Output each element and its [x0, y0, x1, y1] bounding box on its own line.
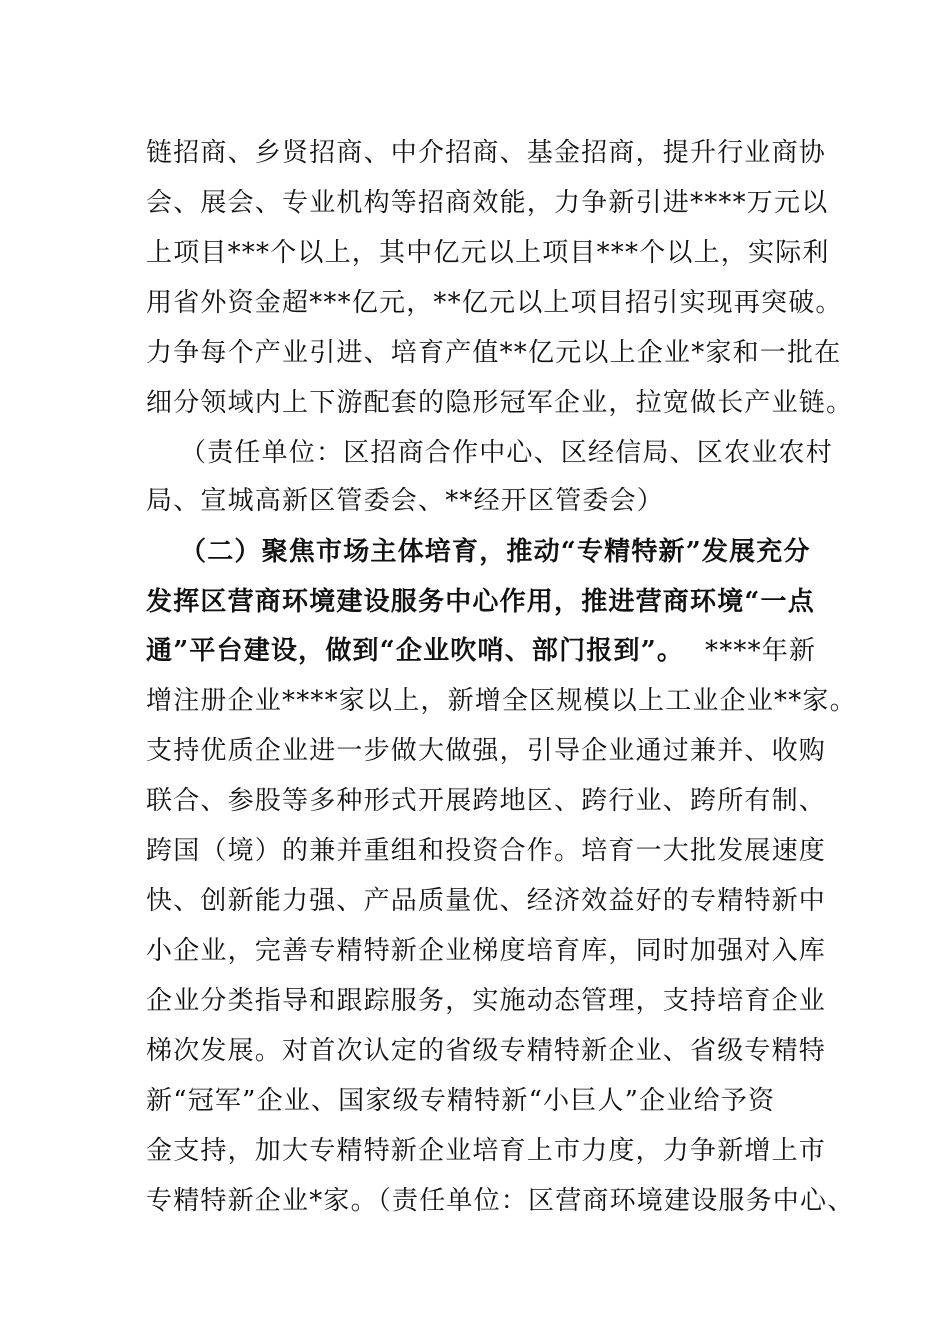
body-text-line: 上项目***个以上，其中亿元以上项目***个以上，实际利	[146, 238, 830, 268]
body-text-line: 新“冠军”企业、国家级专精特新“小巨人”企业给予资	[146, 1086, 776, 1116]
body-text-line: 增注册企业****家以上，新增全区规模以上工业企业**家。	[146, 686, 857, 716]
body-text-line: 支持优质企业进一步做大做强，引导企业通过兼并、收购	[146, 736, 827, 766]
body-text-line: ****年新	[705, 636, 817, 666]
section-heading-line: 发挥区营商环境建设服务中心作用，推进营商环境“一点	[146, 587, 815, 617]
body-text-line: 梯次发展。对首次认定的省级专精特新企业、省级专精特	[146, 1036, 827, 1066]
section-heading-line: （二）聚焦市场主体培育，推动“专精特新”发展充分	[180, 537, 811, 567]
body-text-line: 用省外资金超***亿元，**亿元以上项目招引实现再突破。	[146, 288, 843, 318]
body-text-line: 力争每个产业引进、培育产值**亿元以上企业*家和一批在	[146, 338, 842, 368]
body-text-line: 快、创新能力强、产品质量优、经济效益好的专精特新中	[146, 886, 827, 916]
body-text-line: 企业分类指导和跟踪服务，实施动态管理，支持培育企业	[146, 986, 827, 1016]
body-text-line: 专精特新企业*家。（责任单位：区营商环境建设服务中心、	[146, 1186, 855, 1216]
body-text-line: 链招商、乡贤招商、中介招商、基金招商，提升行业商协	[146, 138, 827, 168]
body-text-line: 跨国（境）的兼并重组和投资合作。培育一大批发展速度	[146, 836, 827, 866]
body-text-line: 金支持，加大专精特新企业培育上市力度，力争新增上市	[146, 1136, 827, 1166]
body-text-line: 会、展会、专业机构等招商效能，力争新引进****万元以	[146, 188, 829, 218]
body-text-line: 小企业，完善专精特新企业梯度培育库，同时加强对入库	[146, 936, 827, 966]
section-heading-line: 通”平台建设，做到“企业吹哨、部门报到”。	[146, 636, 685, 666]
body-text-line: 联合、参股等多种形式开展跨地区、跨行业、跨所有制、	[146, 786, 827, 816]
responsibility-line: （责任单位：区招商合作中心、区经信局、区农业农村	[180, 438, 833, 468]
body-text-line: 细分领域内上下游配套的隐形冠军企业，拉宽做长产业链。	[146, 388, 854, 418]
responsibility-line: 局、宣城高新区管委会、**经开区管委会）	[146, 486, 665, 516]
